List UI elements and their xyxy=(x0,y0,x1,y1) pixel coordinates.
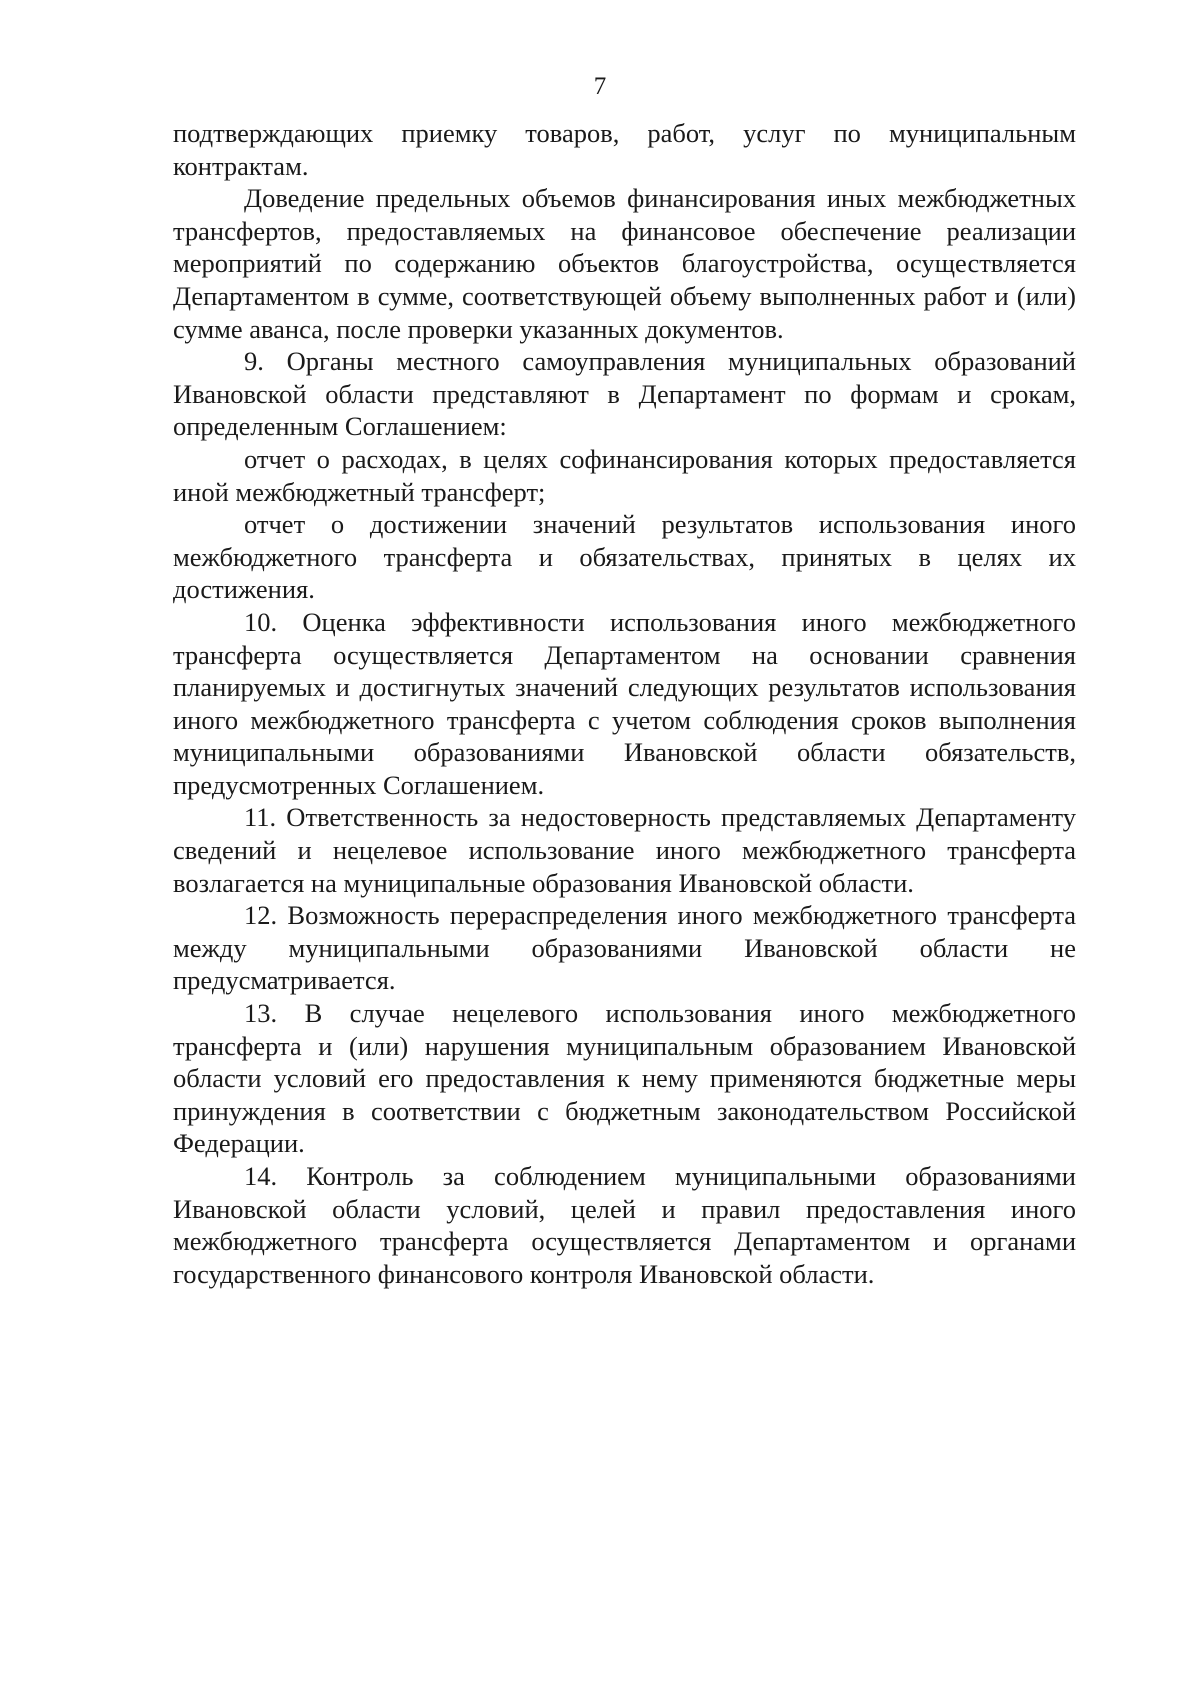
paragraph-item-9: 9. Органы местного самоуправления муниципальных образований Ивановской области представляют в Департамент по формам и срокам, определенным Соглашением: xyxy=(173,346,1076,442)
paragraph-results-report: отчет о достижении значений результатов использования иного межбюджетного трансферта и обязательствах, принятых в целях их достижения. xyxy=(173,509,1076,605)
paragraph-funding-limits: Доведение предельных объемов финансирования иных межбюджетных трансфертов, предоставляемых на финансовое обеспечение реализации мероприятий по содержанию объектов благоустройства, осуществляется Департаментом в сумме, соответствующей объему выполненных работ и (или) сумме аванса, после проверки указанных документов. xyxy=(173,183,1076,344)
document-body xyxy=(173,117,1076,1290)
paragraph-expense-report: отчет о расходах, в целях софинансирования которых предоставляется иной межбюджетный трансферт; xyxy=(173,443,1076,507)
paragraph-item-12: 12. Возможность перераспределения иного межбюджетного трансферта между муниципальными образованиями Ивановской области не предусматривается. xyxy=(173,900,1076,996)
paragraph-item-13: 13. В случае нецелевого использования иного межбюджетного трансферта и (или) нарушения муниципальным образованием Ивановской области условий его предоставления к нему применяются бюджетные меры принуждения в соответствии с бюджетным законодательством Российской Федерации. xyxy=(173,998,1076,1159)
paragraph-item-10: 10. Оценка эффективности использования иного межбюджетного трансферта осуществляется Департаментом на основании сравнения планируемых и достигнутых значений следующих результатов использования иного межбюджетного трансферта с учетом соблюдения сроков выполнения муниципальными образованиями Ивановской области обязательств, предусмотренных Соглашением. xyxy=(173,606,1076,800)
paragraph-item-11: 11. Ответственность за недостоверность представляемых Департаменту сведений и нецелевое использование иного межбюджетного трансферта возлагается на муниципальные образования Ивановской области. xyxy=(173,802,1076,898)
paragraph-item-14: 14. Контроль за соблюдением муниципальными образованиями Ивановской области условий, целей и правил предоставления иного межбюджетного трансферта осуществляется Департаментом и органами государственного финансового контроля Ивановской области. xyxy=(173,1161,1076,1289)
page-number: 7 xyxy=(593,73,607,100)
paragraph-continuation: подтверждающих приемку товаров, работ, услуг по муниципальным контрактам. xyxy=(173,118,1076,181)
